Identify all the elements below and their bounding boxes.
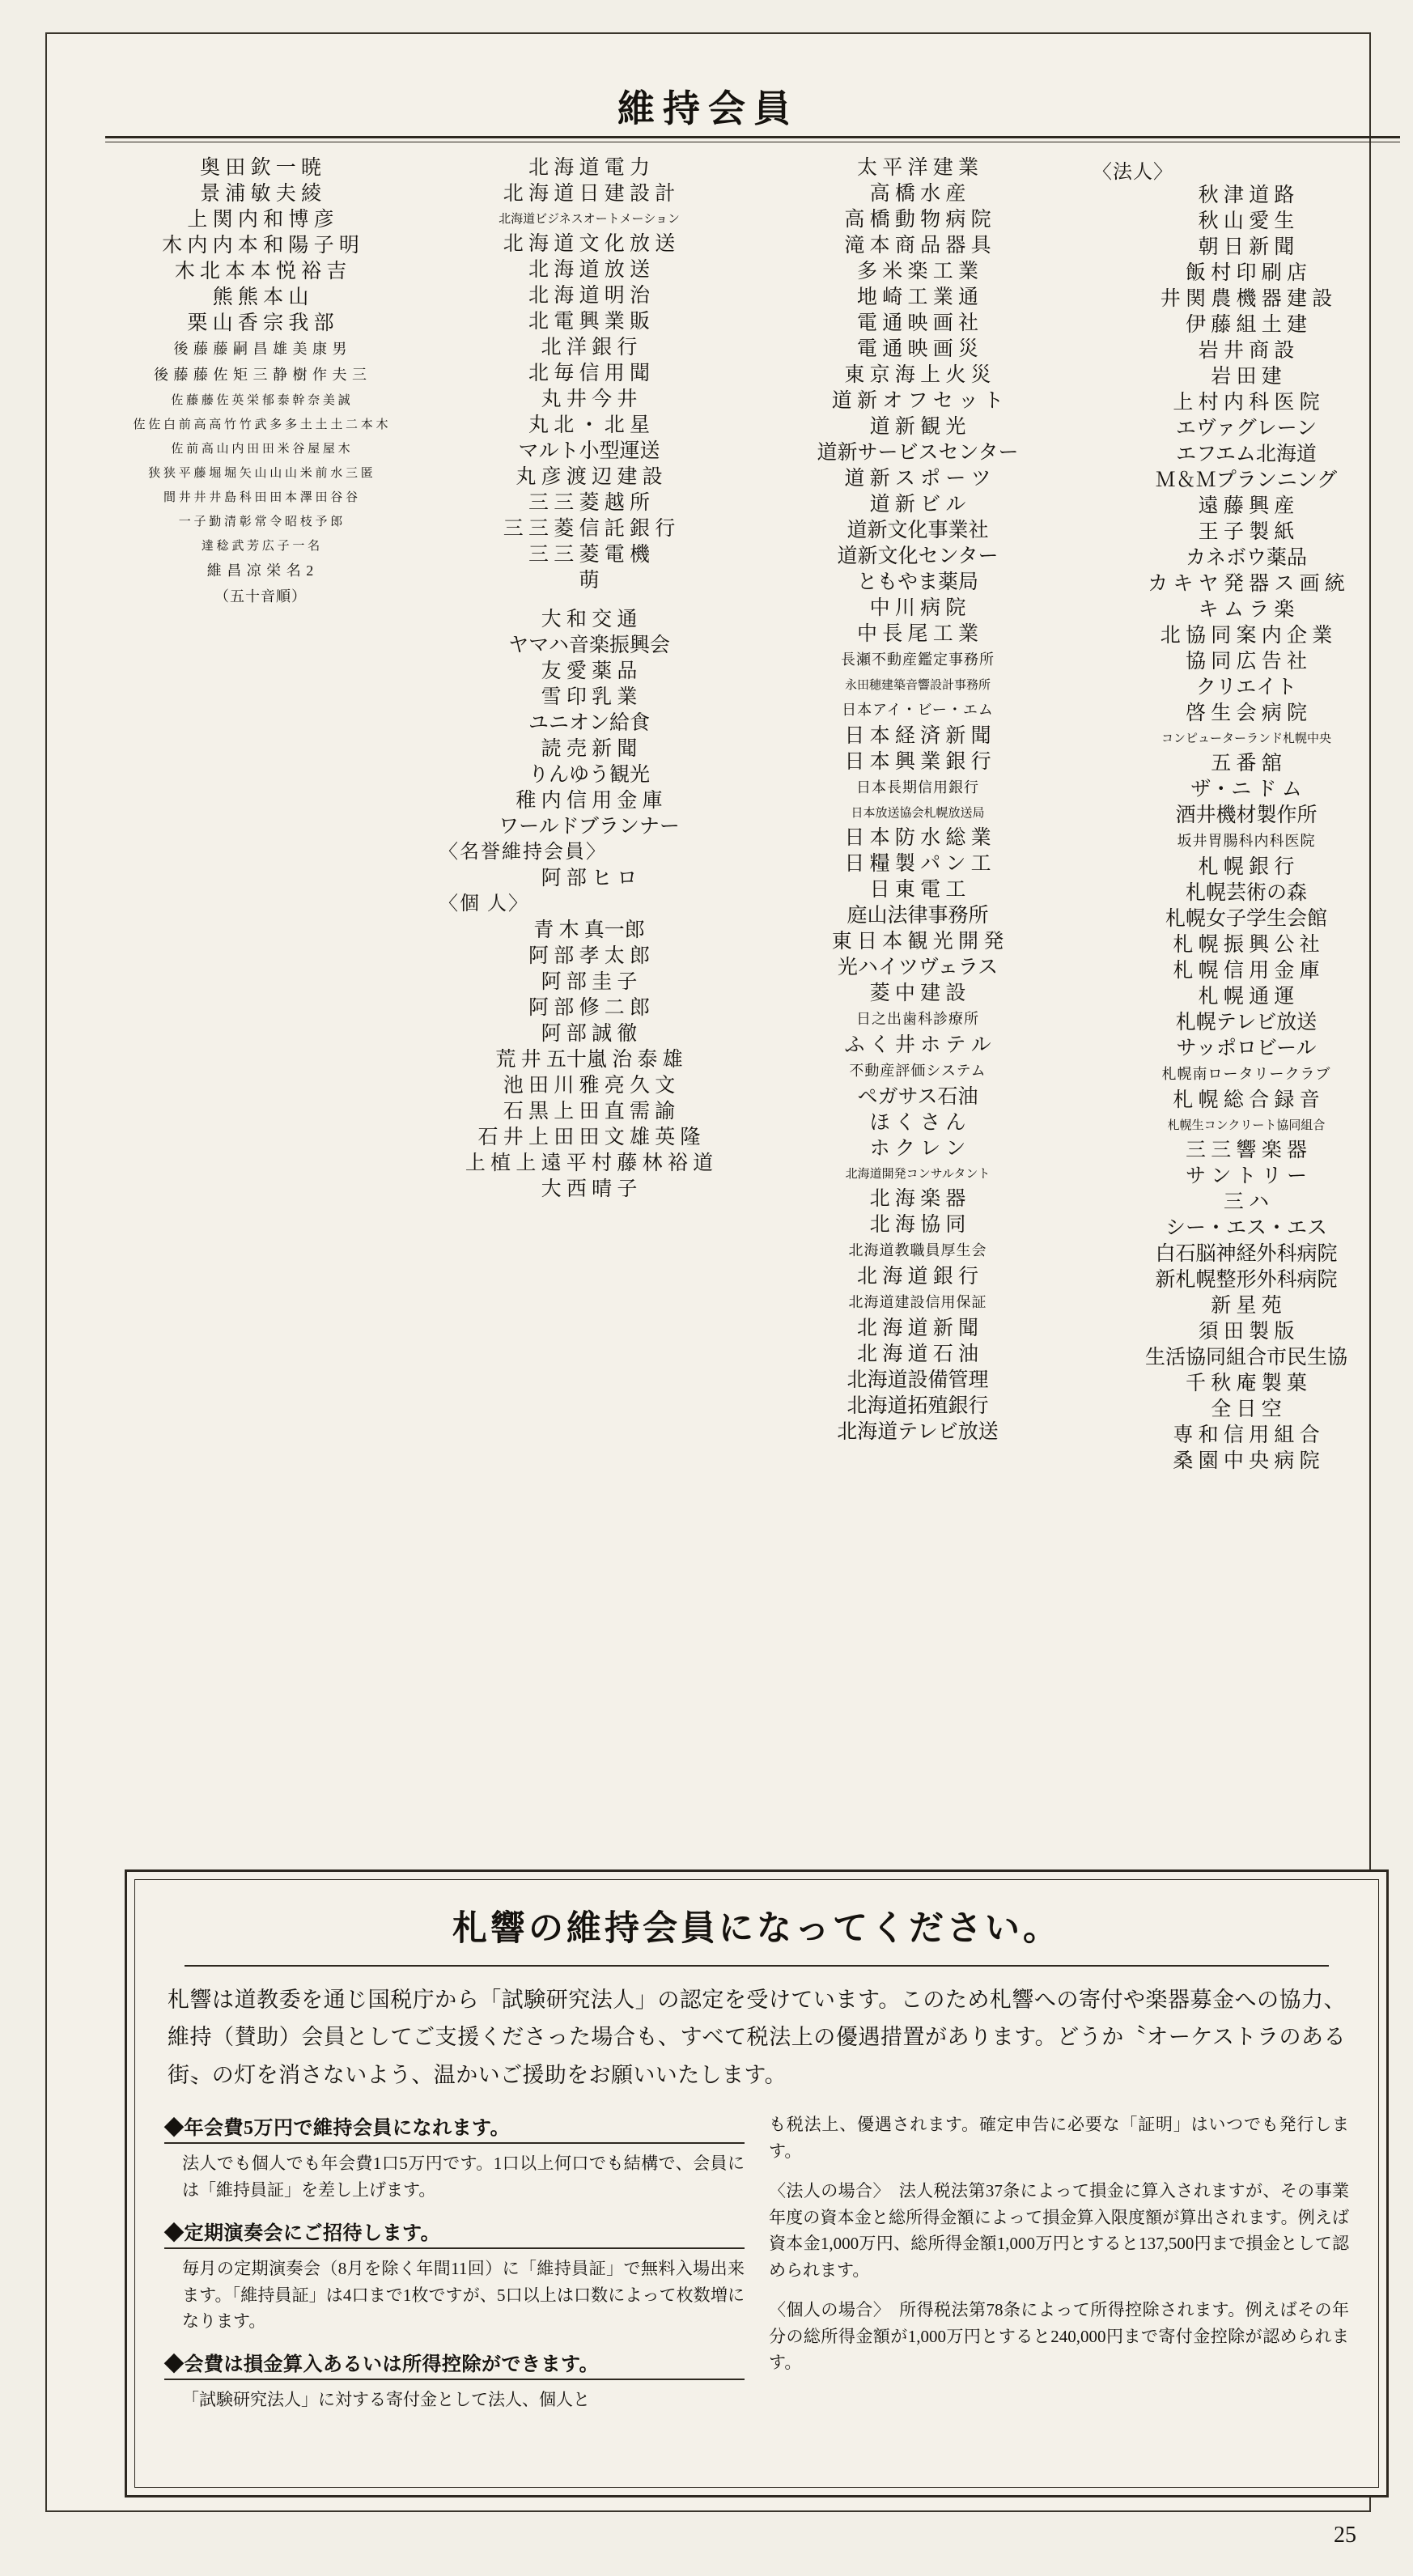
list-item: 札 幌 通 運 — [1198, 986, 1295, 1008]
list-item: Ｍ＆Ｍプランニング — [1155, 469, 1338, 491]
promo-inner-border — [134, 1879, 1379, 2488]
list-item: ホ ク レ ン — [869, 1138, 966, 1160]
list-item: 石 黒 上 田 直 需 諭 — [503, 1101, 676, 1122]
list-item: 日本アイ・ビー・エム — [842, 702, 994, 718]
promo-item-heading: ◆会費は損金算入あるいは所得控除ができます。 — [164, 2348, 745, 2380]
promo-lead-text: 札響は道教委を通じ国税庁から「試験研究法人」の認定を受けています。このため札響への寄付や楽器募金への協力、維持（賛助）会員としてご支援くださった場合も、すべて税法上の優遇措置があります。どうか〝オーケストラのある街〟の灯を消さないよう、温かいご援助をお願いいたします。 — [168, 1988, 1346, 2087]
promo-item-body: 〈法人の場合〉 法人税法第37条によって損金に算入されますが、その事業年度の資本金と総所得金額によって損金算入限度額が算出されます。例えば資本金1,000万円、総所得金額1,000万円とすると137,500円まで損金として認められます。 — [769, 2180, 1349, 2281]
list-item: 阿 部 誠 徹 — [541, 1023, 638, 1045]
list-item: 佐 前 高 山 内 田 田 米 谷 屋 屋 木 — [171, 443, 350, 456]
list-item: 道新文化事業社 — [847, 520, 989, 541]
list-item: ともやま薬局 — [856, 571, 978, 593]
list-item: ほ く さ ん — [869, 1112, 966, 1134]
list-item: 中 長 尾 工 業 — [856, 623, 978, 645]
list-item: 五 番 舘 — [1211, 753, 1282, 774]
column-corporations-b — [761, 155, 1075, 1445]
list-item: 札 幌 銀 行 — [1198, 856, 1295, 878]
list-item: 桑 園 中 央 病 院 — [1173, 1450, 1320, 1472]
list-item: 協 同 広 告 社 — [1185, 651, 1307, 673]
list-item: 北 海 道 明 治 — [528, 285, 650, 307]
list-item: 達 稔 武 芳 広 子 一 名 — [201, 540, 320, 553]
list-item: 酒井機材製作所 — [1175, 804, 1318, 826]
list-item: 日本長期信用銀行 — [856, 779, 979, 796]
list-item: 上 村 内 科 医 院 — [1173, 392, 1320, 414]
list-item: 滝 本 商 品 器 具 — [844, 235, 991, 257]
content-frame — [45, 32, 1371, 2512]
list-item: 丸 北 ・ 北 星 — [528, 414, 650, 436]
list-item: 北海道拓殖銀行 — [847, 1395, 989, 1417]
promo-item-body: 法人でも個人でも年会費1口5万円です。1口以上何口でも結構で、会員には「維持員証」を差し上げます。 — [182, 2154, 745, 2200]
list-item: 阿 部 ヒ ロ — [541, 868, 638, 889]
list-item: 石 井 上 田 田 文 雄 英 隆 — [477, 1127, 701, 1148]
list-item: ペガサス石油 — [857, 1086, 978, 1108]
list-item: りんゆう観光 — [528, 764, 650, 786]
list-item: 岩 井 商 設 — [1198, 340, 1295, 362]
list-item: 萌 — [579, 570, 600, 592]
list-item: 高 橋 動 物 病 院 — [844, 209, 991, 231]
list-item: 池 田 川 雅 亮 久 文 — [503, 1075, 676, 1097]
list-item: 庭山法律事務所 — [847, 905, 989, 927]
list-item: 北 海 道 電 力 — [528, 157, 650, 179]
list-item: 北 海 協 同 — [869, 1214, 966, 1236]
list-item: 札幌女子学生会館 — [1165, 908, 1327, 930]
list-item: 木 内 内 本 和 陽 子 明 — [162, 235, 359, 257]
promo-title: 札響の維持会員になってください。 — [452, 1910, 1061, 1948]
list-item: 秋 津 道 路 — [1198, 185, 1295, 206]
list-item: 三 三 響 楽 器 — [1185, 1139, 1307, 1161]
list-item: カ キ ヤ 発 器 ス 画 統 — [1148, 573, 1345, 595]
list-item: 東 日 本 観 光 開 発 — [831, 931, 1004, 953]
list-item: 道 新 オ フ セ ッ ト — [831, 390, 1004, 412]
list-item: 札幌生コンクリート協同組合 — [1167, 1119, 1326, 1132]
list-item: 太 平 洋 建 業 — [856, 157, 978, 179]
list-item: 千 秋 庵 製 菓 — [1185, 1373, 1307, 1394]
list-item: 札 幌 振 興 公 社 — [1173, 934, 1320, 956]
group-heading-corporate: 〈法人〉 — [1093, 162, 1173, 183]
list-item: 須 田 製 版 — [1198, 1321, 1295, 1343]
list-item: 東 京 海 上 火 災 — [844, 364, 991, 386]
list-item: クリエイト — [1195, 677, 1297, 698]
list-item: 電 通 映 画 社 — [856, 312, 978, 334]
list-item: 北 海 道 文 化 放 送 — [503, 233, 676, 255]
list-item: 三 ハ — [1223, 1191, 1270, 1213]
list-item: 間 井 井 井 島 科 田 田 本 澤 田 谷 谷 — [163, 491, 358, 504]
list-item: 丸 井 今 井 — [541, 388, 638, 410]
list-item: 高 橋 水 産 — [869, 183, 966, 205]
list-item: ふ く 井 ホ テ ル — [844, 1034, 991, 1056]
list-item: 岩 田 建 — [1211, 366, 1282, 388]
list-item: 札幌南ロータリークラブ — [1161, 1066, 1331, 1082]
list-item: 北 海 道 日 建 設 計 — [503, 183, 676, 205]
list-item: 読 売 新 聞 — [541, 738, 638, 760]
list-item: 北海道ビジネスオートメーション — [499, 213, 680, 226]
list-item: 地 崎 工 業 通 — [856, 286, 978, 308]
list-item: 道新文化センター — [837, 545, 999, 567]
list-item: 日 本 防 水 総 業 — [844, 827, 991, 849]
list-item: 大 和 交 通 — [541, 609, 638, 630]
promo-divider — [185, 1965, 1328, 1967]
list-item: コンピューターランド札幌中央 — [1161, 732, 1331, 745]
list-item: 札 幌 信 用 金 庫 — [1173, 960, 1320, 982]
list-item: 友 愛 薬 品 — [541, 660, 638, 682]
list-item: 上 植 上 遠 平 村 藤 林 裕 道 — [465, 1152, 714, 1174]
list-item: 雪 印 乳 業 — [541, 686, 638, 708]
column-corporations-a — [1089, 155, 1403, 1475]
list-item: 三 三 菱 信 託 銀 行 — [503, 518, 676, 540]
list-item: 北 協 同 案 内 企 業 — [1160, 625, 1333, 647]
list-item: 菱 中 建 設 — [869, 982, 966, 1004]
list-item: 道 新 ビ ル — [869, 494, 966, 516]
promo-item-body: 「試験研究法人」に対する寄付金として法人、個人と — [182, 2390, 590, 2410]
list-item: 電 通 映 画 災 — [856, 338, 978, 360]
list-item: 一 子 勤 清 彰 常 令 昭 枝 予 郎 — [178, 516, 343, 528]
list-item: 奥 田 欽 一 暁 — [199, 157, 321, 179]
list-item: 新札幌整形外科病院 — [1155, 1269, 1338, 1291]
list-item: カネボウ薬品 — [1185, 547, 1307, 569]
list-item: 全 日 空 — [1211, 1398, 1282, 1420]
column-individuals — [104, 155, 418, 610]
promo-item-body: 毎月の定期演奏会（8月を除く年間11回）に「維持員証」で無料入場出来ます。「維持員証」は4口まで1枚ですが、5口以上は口数によって枚数増になります。 — [182, 2258, 745, 2332]
list-item: 中 川 病 院 — [869, 597, 966, 619]
list-item: サ ン ト リ ー — [1185, 1165, 1307, 1187]
list-item: 日 本 経 済 新 聞 — [844, 725, 991, 747]
list-item: 北 海 道 放 送 — [528, 259, 650, 281]
list-item: 坂井胃腸科内科医院 — [1177, 833, 1316, 849]
list-item: 栗 山 香 宗 我 部 — [187, 312, 334, 334]
list-item: 遠 藤 興 産 — [1198, 495, 1295, 517]
list-item: 井 関 農 機 器 建 設 — [1160, 288, 1333, 310]
list-item: 白石脳神経外科病院 — [1155, 1243, 1338, 1265]
group-heading-honorary: 〈名誉維持会員〉 — [439, 842, 607, 863]
list-item: 長瀬不動産鑑定事務所 — [841, 651, 995, 668]
list-item: 啓 生 会 病 院 — [1185, 702, 1307, 724]
list-item: 朝 日 新 聞 — [1198, 236, 1295, 258]
list-item: 維 昌 凉 栄 名 2 — [206, 562, 315, 579]
list-item: ヤマハ音楽振興会 — [508, 634, 670, 656]
list-item: 丸 彦 渡 辺 建 設 — [516, 466, 663, 488]
list-item: 日之出歯科診療所 — [856, 1011, 979, 1027]
list-item: 北 洋 銀 行 — [541, 337, 638, 359]
list-item: 北 海 道 石 油 — [856, 1343, 978, 1365]
promo-columns — [164, 2111, 1349, 2426]
list-item: 北 海 楽 器 — [869, 1188, 966, 1210]
list-item: 永田穂建築音響設計事務所 — [844, 679, 991, 692]
list-item-order-note: （五十音順） — [214, 588, 307, 605]
list-item: サッポロビール — [1176, 1038, 1317, 1059]
list-item: 後 藤 藤 嗣 昌 雄 美 康 男 — [173, 341, 348, 357]
list-item: 飯 村 印 刷 店 — [1185, 262, 1307, 284]
list-item: 阿 部 修 二 郎 — [528, 997, 650, 1019]
list-item: 日本放送協会札幌放送局 — [851, 807, 985, 820]
list-item: 光ハイツヴェラス — [837, 957, 999, 978]
list-item: 道 新 観 光 — [869, 416, 966, 438]
list-item: シー・エス・エス — [1165, 1217, 1327, 1239]
list-item: 三 三 菱 越 所 — [528, 492, 650, 514]
list-item: キ ム ラ 楽 — [1198, 599, 1295, 621]
list-item: 北 電 興 業 販 — [528, 311, 650, 333]
list-item: 佐 藤 藤 佐 英 栄 郁 泰 幹 奈 美 誠 — [171, 394, 350, 407]
list-item: 熊 熊 本 山 — [212, 286, 309, 308]
promo-column-right — [769, 2111, 1349, 2426]
list-item: 佐 佐 白 前 高 高 竹 竹 武 多 多 土 土 土 二 本 木 — [133, 418, 388, 431]
list-item: 上 関 内 和 博 彦 — [187, 209, 334, 231]
list-item: 北海道開発コンサルタント — [845, 1168, 991, 1181]
list-item: 北海道テレビ放送 — [837, 1421, 999, 1443]
list-item: マルト小型運送 — [518, 440, 660, 462]
list-item: 伊 藤 組 土 建 — [1185, 314, 1307, 336]
list-item: 北 毎 信 用 聞 — [528, 363, 650, 384]
list-item: 北 海 道 銀 行 — [856, 1266, 978, 1288]
list-item: 三 三 菱 電 機 — [528, 544, 650, 566]
list-item: 札幌テレビ放送 — [1175, 1012, 1318, 1033]
list-item: 後 藤 藤 佐 矩 三 静 樹 作 夫 三 — [154, 367, 367, 383]
page-number: 25 — [1334, 2523, 1356, 2548]
list-item: 多 米 楽 工 業 — [856, 261, 978, 282]
list-item: 北海道設備管理 — [847, 1369, 989, 1391]
list-item: 北海道教職員厚生会 — [848, 1242, 987, 1258]
list-item: 荒 井 五十嵐 治 泰 雄 — [495, 1049, 683, 1071]
list-item: 札幌芸術の森 — [1185, 882, 1307, 904]
list-item: 道新サービスセンター — [817, 442, 1019, 464]
list-item: ユニオン給食 — [528, 712, 650, 734]
promo-item-heading: ◆年会費5万円で維持会員になれます。 — [164, 2111, 745, 2144]
list-item: 北海道建設信用保証 — [848, 1294, 987, 1310]
list-item: 日 東 電 工 — [869, 879, 966, 901]
list-item: 木 北 本 本 悦 裕 吉 — [174, 261, 347, 282]
list-item: 不動産評価システム — [849, 1063, 987, 1079]
list-item: 大 西 晴 子 — [541, 1178, 638, 1200]
list-item: 稚 内 信 用 金 庫 — [516, 790, 663, 812]
list-item: 北 海 道 新 聞 — [856, 1318, 978, 1339]
promo-item-body: 〈個人の場合〉 所得税法第78条によって所得控除されます。例えばその年分の総所得金額が1,000万円とすると240,000円まで寄付金控除が認められます。 — [769, 2299, 1349, 2373]
title-divider — [105, 136, 1400, 138]
list-item: 生活協同組合市民生協 — [1144, 1347, 1347, 1369]
list-item: 札 幌 総 合 録 音 — [1173, 1089, 1320, 1111]
list-item: 阿 部 圭 子 — [541, 971, 638, 993]
column-corporations-c — [432, 155, 746, 1203]
group-heading-individual: 〈個 人〉 — [439, 893, 529, 915]
promo-column-left — [164, 2111, 745, 2426]
list-item: エフエム北海道 — [1176, 443, 1317, 465]
list-item: 日 本 興 業 銀 行 — [844, 751, 991, 773]
list-item: ワールドブランナー — [499, 816, 680, 838]
page-title: 維持会員 — [617, 88, 799, 129]
list-item: 秋 山 愛 生 — [1198, 210, 1295, 232]
list-item: 景 浦 敏 夫 綾 — [199, 183, 321, 205]
promo-item-heading: ◆定期演奏会にご招待します。 — [164, 2217, 745, 2249]
list-item: ザ・ニ ド ム — [1190, 779, 1302, 800]
list-item: エヴァグレーン — [1175, 418, 1318, 439]
list-item: 専 和 信 用 組 合 — [1173, 1424, 1320, 1446]
list-item: 日 糧 製 パ ン 工 — [844, 853, 991, 875]
membership-promo-box — [125, 1869, 1389, 2497]
member-columns — [104, 155, 1403, 1847]
list-item: 阿 部 孝 太 郎 — [528, 945, 650, 967]
promo-item-body: も税法上、優遇されます。確定申告に必要な「証明」はいつでも発行します。 — [769, 2115, 1349, 2162]
list-item: 狭 狭 平 藤 堀 堀 矢 山 山 山 米 前 水 三 匿 — [148, 467, 373, 480]
list-spacer — [432, 594, 746, 607]
list-item: 新 星 苑 — [1211, 1295, 1282, 1317]
list-item: 道 新 ス ポ ー ツ — [844, 468, 991, 490]
list-item: 青 木 真一郎 — [533, 919, 645, 941]
list-item: 王 子 製 紙 — [1198, 521, 1295, 543]
